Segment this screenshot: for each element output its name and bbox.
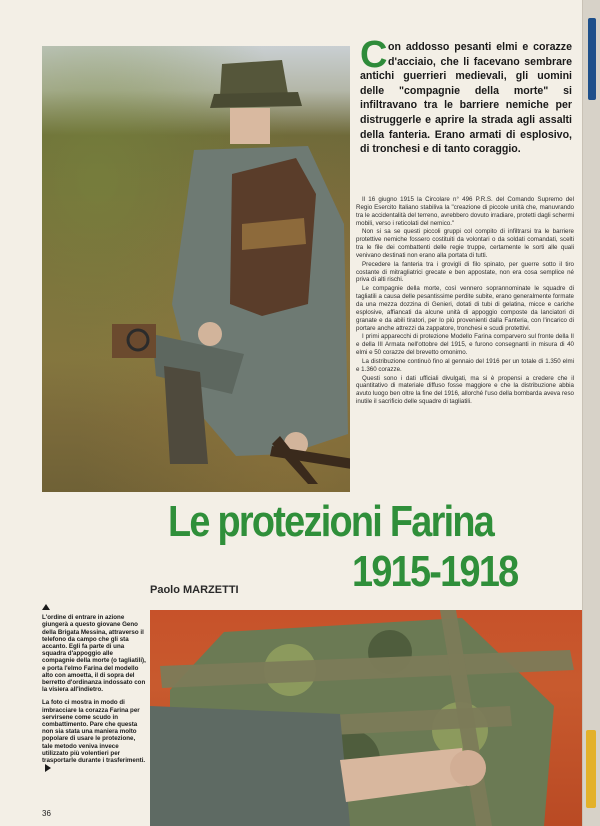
caption-pointer-right-icon [45,764,51,772]
armor-shield-closeup-image [150,610,582,826]
intro-paragraph [360,34,572,157]
photo-caption [42,604,146,779]
caption-pointer-up-icon [42,604,50,610]
body-paragraph: I primi apparecchi di protezione Modello Farina comparvero sul fronte della II e della III Armata nell'ottobre del 1915, e furono consegnanti in misura di 40 elmi e 50 corazze del brevetto omonimo. [356,333,574,357]
soldier-photo [42,46,350,492]
body-paragraph: Non si sa se questi piccoli gruppi col compito di infiltrarsi tra le barriere protettive nemiche fossero costituiti da volontari o da soldati comandati, scelti tra le file dei combattenti delle regie truppe, certamente le sorti alle quali venivano destinati non erano alla portata di tutti. [356,228,574,259]
caption-paragraph-2 [42,699,146,773]
dropcap: C [360,34,388,76]
caption-paragraph-2-text: La foto ci mostra in modo di imbracciare la corazza Farina per servirsene come scudo in combattimento. Pare che questa non sia stata una maniera molto popolare di usare le protezione, tale metodo veniva invece utilizzato più volentieri per trasportarle durante i trasferimenti. [42,699,146,765]
armor-shield-photo [150,610,582,826]
article-body [356,196,574,407]
intro-text: on addosso pesanti elmi e corazze d'acciaio, che li facevano sembrare antichi guerrieri medievali, gli uomini delle "compagnie della morte" si infiltravano tra le barriere nemiche per distruggerle e aprire la strada agli assalti della fanteria. Erano armati di esplosivo, di tronchesi e di tanto coraggio. [360,41,572,156]
body-paragraph: Questi sono i dati ufficiali divulgati, ma si è propensi a credere che il quantitativo di materiale diffuso fosse maggiore e che la distribuzione abbia avuto luogo ben oltre la fine del 1916, allorché l'uso della bombarda aveva reso inutile il sacrificio delle squadre di tagliatili. [356,374,574,406]
page-edge-strip [582,0,600,826]
body-paragraph: La distribuzione continuò fino al gennaio del 1916 per un totale di 1.350 elmi e 1.360 corazze. [356,357,574,373]
page-number: 36 [42,809,51,818]
body-paragraph: Precedere la fanteria tra i grovigli di filo spinato, per guerre sotto il tiro costante di mitragliatrici grecate e ben appostate, non era cosa semplice né priva di alti rischi. [356,260,574,284]
author-byline: Paolo MARZETTI [150,584,239,596]
section-tab-blue [588,18,596,100]
article-title-line1: Le protezioni Farina [168,497,494,546]
soldier-with-helmet-and-armor-image [112,54,350,484]
body-paragraph: Le compagnie della morte, così vennero soprannominate le squadre di tagliatili a causa delle pesantissime perdite subite, erano generalmente formate da una mezza dozzina di Genieri, dotati di tubi di gelatina, micce e cariche esplosive, affiancati da alcune unità di appoggio composte da lanciatori di granate e da abili tiratori, per lo più provenienti dalla Fanteria, con l'incarico di portare anche attrezzi da zappatore, tronchesi e scudi protettivi. [356,285,574,332]
caption-paragraph-1: L'ordine di entrare in azione giungerà a questo giovane Geno della Brigata Messina, attraverso il telefono da campo che gli sta accanto. Egli fa parte di una squadra d'appoggio alle compagnie della morte (o tagliatili), e porta l'elmo Farina del modello alto con amoetta, il di sopra del berretto d'ordinanza indossato con la visiera all'indietro. [42,614,146,694]
section-tab-gold [586,730,596,808]
article-title-line2: 1915-1918 [352,547,518,596]
body-paragraph: Il 16 giugno 1915 la Circolare n° 496 P.R.S. del Comando Supremo del Regio Esercito Italiano stabiliva la "creazione di piccole unità che, manuvrando tra le accidentalità del terreno, avrebbero dovuto irradiare, protetti dagli schermi mobili, verso i reticolati del nemico." [356,196,574,227]
